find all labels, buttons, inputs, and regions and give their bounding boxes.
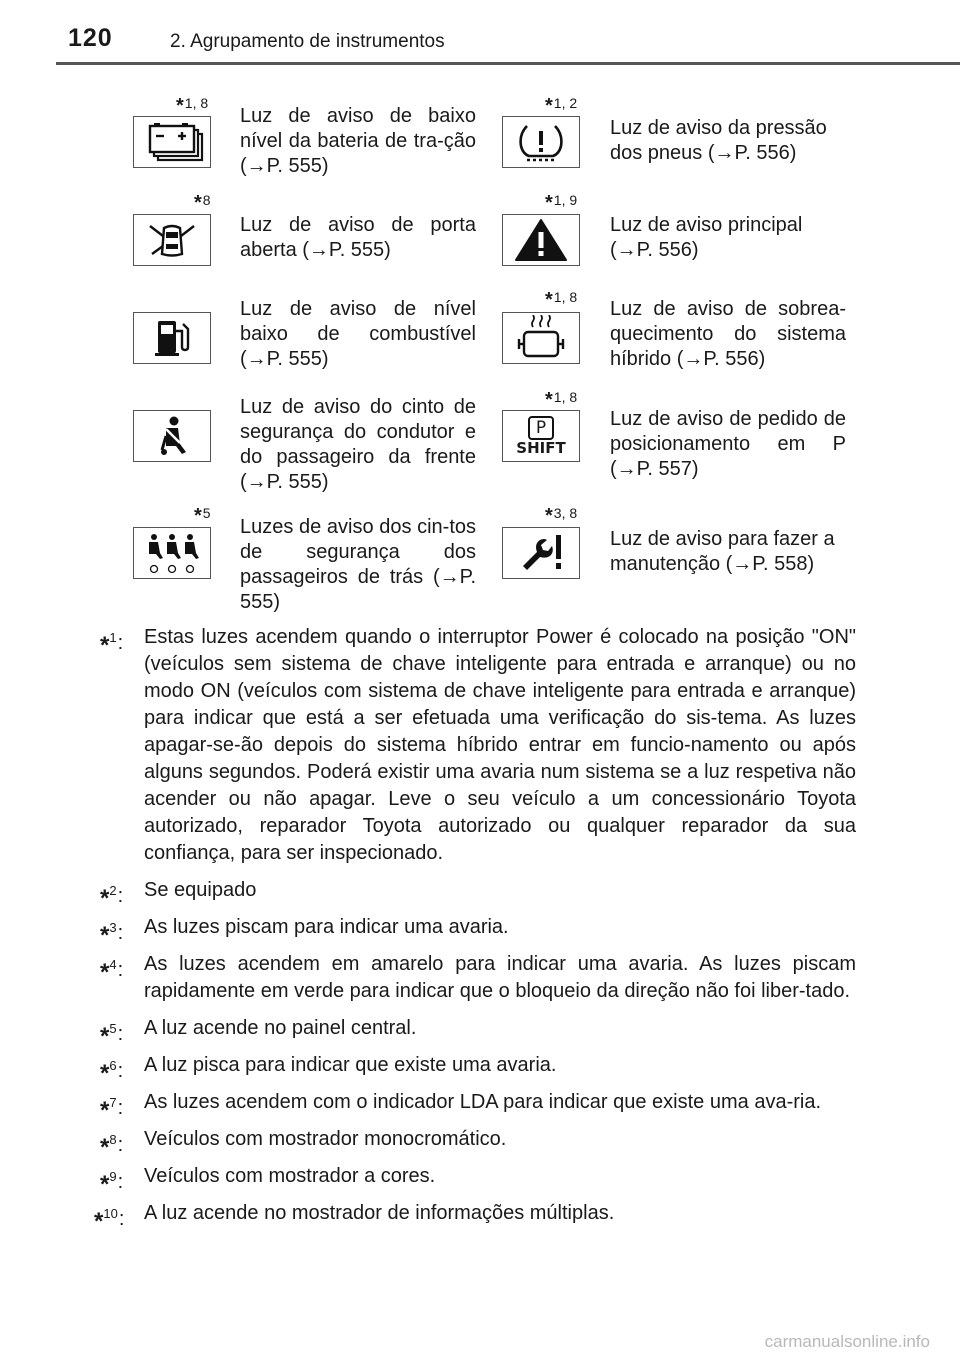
- footnote-item: *$^4$: As luzes acendem em amarelo para indicar uma avaria. As luzes piscam rapidamente em verde para indicar que o bloqueio da direção não foi liber-tado.: [100, 953, 856, 1002]
- warning-description: Luzes de aviso dos cin-tos de segurança dos passageiros de trás (→P. 555): [240, 516, 476, 613]
- footnote-item: *$^7$: As luzes acendem com o indicador LDA para indicar que existe uma ava-ria.: [100, 1091, 822, 1124]
- rear-seatbelts-icon: [133, 527, 211, 579]
- fuel-icon: [133, 312, 211, 364]
- warning-description: Luz de aviso de nível baixo de combustível (→P. 555): [240, 298, 476, 370]
- header-divider: [56, 62, 960, 65]
- warning-description: Luz de aviso de sobrea-quecimento do sistema híbrido (→P. 556): [610, 298, 846, 370]
- watermark: carmanualsonline.info: [764, 1332, 930, 1351]
- p-letter: P: [528, 416, 554, 440]
- warning-description: Luz de aviso da pressão dos pneus (→P. 556): [610, 117, 827, 164]
- footnote-ref: *8: [194, 192, 211, 214]
- footnote-ref: *3, 8: [545, 505, 578, 527]
- maintenance-icon: [502, 527, 580, 579]
- footnote-ref: *1, 8: [545, 289, 578, 311]
- footnote-item: *$^8$: Veículos com mostrador monocromático.: [100, 1128, 507, 1161]
- footnote-item: *$^1$: Estas luzes acendem quando o interruptor Power é colocado na posição "ON" (veículos sem sistema de chave inteligente para entrada e arranque) ou no modo ON (veículos com sistema de chave inteligente para entrada e arranque) para indicar que está a ser efetuada uma verificação do sis-tema. As luzes apagar-se-ão depois do sistema híbrido entrar em funcio-namento ou após alguns segundos. Poderá existir uma avaria num sistema se a luz respetiva não acender ou não apagar. Leve o seu veículo a um concessionário Toyota autorizado, reparador Toyota autorizado ou qualquer reparador da sua confiança, para ser inspecionado.: [100, 626, 856, 864]
- p-shift-icon: [502, 410, 580, 462]
- footnote-item: *$^5$: A luz acende no painel central.: [100, 1017, 417, 1050]
- warning-description: Luz de aviso para fazer a manutenção (→P. 558): [610, 528, 835, 575]
- footnote-ref: *1, 8: [176, 95, 209, 117]
- warning-description: Luz de aviso de baixo nível da bateria de tra-ção (→P. 555): [240, 105, 476, 177]
- footnote-item: *$^2$: Se equipado: [100, 879, 257, 912]
- footnote-item: *$^9$: Veículos com mostrador a cores.: [100, 1165, 436, 1198]
- footnote-ref: *1, 2: [545, 95, 578, 117]
- footnote-item: *$^6$: A luz pisca para indicar que existe uma avaria.: [100, 1054, 557, 1087]
- battery-icon: [133, 116, 211, 168]
- warning-description: Luz de aviso de porta aberta (→P. 555): [240, 214, 476, 261]
- tire-pressure-icon: [502, 116, 580, 168]
- footnote-ref: *1, 9: [545, 192, 578, 214]
- door-open-icon: [133, 214, 211, 266]
- warning-description: Luz de aviso principal (→P. 556): [610, 214, 803, 261]
- page-number: 120: [68, 24, 113, 52]
- footnote-item: *$^3$: As luzes piscam para indicar uma avaria.: [100, 916, 509, 949]
- master-warning-icon: [502, 214, 580, 266]
- warning-description: Luz de aviso de pedido de posicionamento em P (→P. 557): [610, 408, 846, 480]
- footnote-ref: *5: [194, 505, 211, 527]
- shift-label: SHIFT: [516, 438, 566, 457]
- footnote-ref: *1, 8: [545, 389, 578, 411]
- warning-description: Luz de aviso do cinto de segurança do condutor e do passageiro da frente (→P. 555): [240, 396, 476, 493]
- page-header: [0, 0, 960, 70]
- seatbelt-icon: [133, 410, 211, 462]
- section-title: 2. Agrupamento de instrumentos: [170, 31, 445, 52]
- footnote-item: *$^{10}$: A luz acende no mostrador de informações múltiplas.: [94, 1202, 615, 1235]
- hybrid-overheat-icon: [502, 312, 580, 364]
- footnotes-list: [94, 624, 856, 1237]
